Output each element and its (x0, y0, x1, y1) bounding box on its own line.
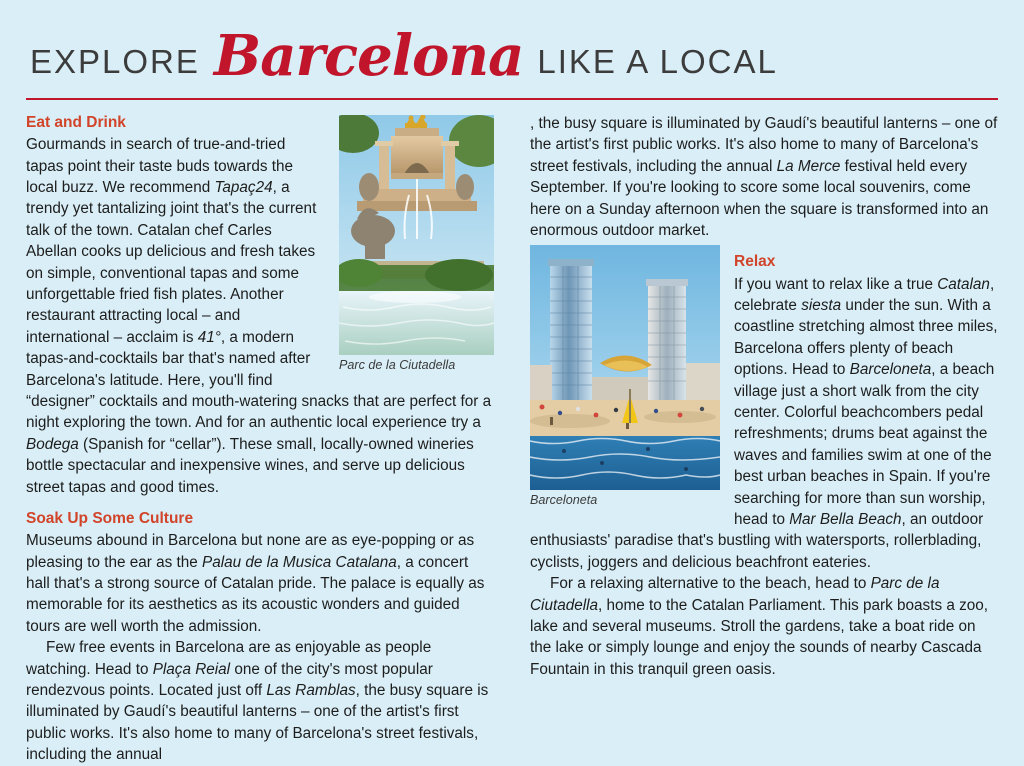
header-like-a-local-text: LIKE A LOCAL (537, 43, 778, 80)
left-column (26, 113, 494, 766)
text-eat-1c: , a modern tapas-and-cocktails bar that's named after Barcelona's latitude. Here, you'll find “designer” cocktails and mouth-watering snacks that are perfect for a night exploring the town. And for an authentic local experience try a (26, 328, 492, 432)
text-culture-1b: , a concert hall that's a strong source of Catalan pride. The palace is equally as memorable for its aesthetics as its acoustic wonders and guided tours are well worth the admission. (26, 553, 485, 635)
fountain-illustration (339, 115, 494, 355)
page-title: Barcelona (213, 23, 524, 89)
heading-soak-up-some-culture: Soak Up Some Culture (26, 510, 194, 528)
text-relax-1c: under the sun. With a coastline stretching almost three miles, Barcelona offers plenty of beach options. Head to (734, 296, 998, 379)
text-relax-em-barceloneta: Barceloneta (849, 361, 932, 379)
figure-parc-de-la-ciutadella (339, 115, 494, 373)
text-culture-em-placa-reial: Plaça Reial (152, 660, 231, 678)
paragraph-culture-2 (26, 637, 494, 765)
text-eat-em-bodega: Bodega (26, 435, 79, 453)
paragraph-relax-2 (530, 573, 998, 680)
figure-barceloneta (530, 245, 720, 508)
text-culture-2a: Few free events in Barcelona are as enjoyable as people watching. Head to (26, 639, 432, 678)
text-relax-2a: For a relaxing alternative to the beach, head to (550, 575, 871, 593)
page-header (26, 22, 998, 89)
text-culture-em-la-merce: La Merce (776, 157, 841, 175)
text-relax-em-siesta: siesta (801, 296, 842, 314)
article-columns (26, 113, 998, 766)
text-eat-em-tapac24: Tapaç24 (214, 178, 273, 196)
text-relax-em-catalan: Catalan (937, 275, 990, 293)
text-eat-1d: (Spanish for “cellar”). These small, locally-owned wineries bottle spectacular and inexpensive wines, and serve up delicious street tapas and good times. (26, 435, 474, 496)
heading-relax: Relax (734, 253, 776, 271)
text-eat-1b: , a trendy yet tantalizing joint that's the current talk of the town. Catalan chef Carles Abellan cooks up delicious and fresh takes on simple, conventional tapas and some unforgettable fried fish plates. Another restaurant attracting local – and international – acclaim is (26, 178, 317, 346)
text-culture-em-las-ramblas: Las Ramblas (266, 682, 356, 700)
text-culture-2b: one of the city's most popular rendezvous points. Located just off (26, 660, 433, 700)
right-column (530, 113, 998, 766)
text-relax-1b: , celebrate (734, 275, 995, 314)
text-relax-1e: , an outdoor enthusiasts' paradise that's bustling with watersports, rollerblading, cyclists, joggers and delicious beachfront eateries. (530, 511, 984, 571)
photo-barceloneta-beach (530, 245, 720, 490)
header-divider (26, 98, 998, 100)
text-relax-2b: , home to the Catalan Parliament. This park boasts a zoo, lake and several museums. Stroll the gardens, take a boat ride on the lake or simply lounge and enjoy the sounds of nearby Cascada Fountain in this tranquil green oasis. (530, 596, 989, 678)
text-culture-2c-cont: , the busy square is illuminated by Gaudí's beautiful lanterns – one of the artist's first public works. It's also home to many of Barcelona's street festivals, including the annual (530, 115, 998, 175)
text-culture-2d: festival held every September. If you're looking to score some local souvenirs, come here on a Sunday afternoon when the square is transformed into an enormous outdoor market. (530, 157, 989, 240)
text-culture-em-palau: Palau de la Musica Catalana (202, 553, 397, 571)
text-culture-2c: , the busy square is illuminated by Gaudí's beautiful lanterns – one of the artist's first public works. It's also home to many of Barcelona's street festivals, including the annual (26, 682, 489, 764)
text-relax-1d: , a beach village just a short walk from the city center. Colorful beachcombers pedal refreshments; drums beat against the waves and families swim at one of the best urban beaches in Spain. If you're searching for more than sun worship, head to (734, 361, 995, 529)
photo-cascada-fountain (339, 115, 494, 355)
beach-illustration (530, 245, 720, 490)
header-explore-text: EXPLORE (30, 43, 200, 80)
figure-caption-beach: Barceloneta (530, 493, 598, 508)
paragraph-culture-1 (26, 530, 494, 637)
text-culture-1a: Museums abound in Barcelona but none are as eye-popping or as pleasing to the ear as the (26, 532, 475, 571)
text-relax-em-mar-bella: Mar Bella Beach (789, 511, 902, 529)
text-relax-1a: If you want to relax like a true (734, 275, 938, 293)
text-relax-em-parc: Parc de la Ciutadella (530, 575, 940, 614)
heading-eat-and-drink: Eat and Drink (26, 114, 126, 131)
text-eat-1a: Gourmands in search of true-and-tried tapas point their taste buds towards the local buzz. We recommend (26, 136, 294, 196)
text-eat-em-41: 41° (197, 328, 221, 346)
paragraph-culture-2-continued (530, 113, 998, 241)
figure-caption-fountain: Parc de la Ciutadella (339, 358, 456, 372)
